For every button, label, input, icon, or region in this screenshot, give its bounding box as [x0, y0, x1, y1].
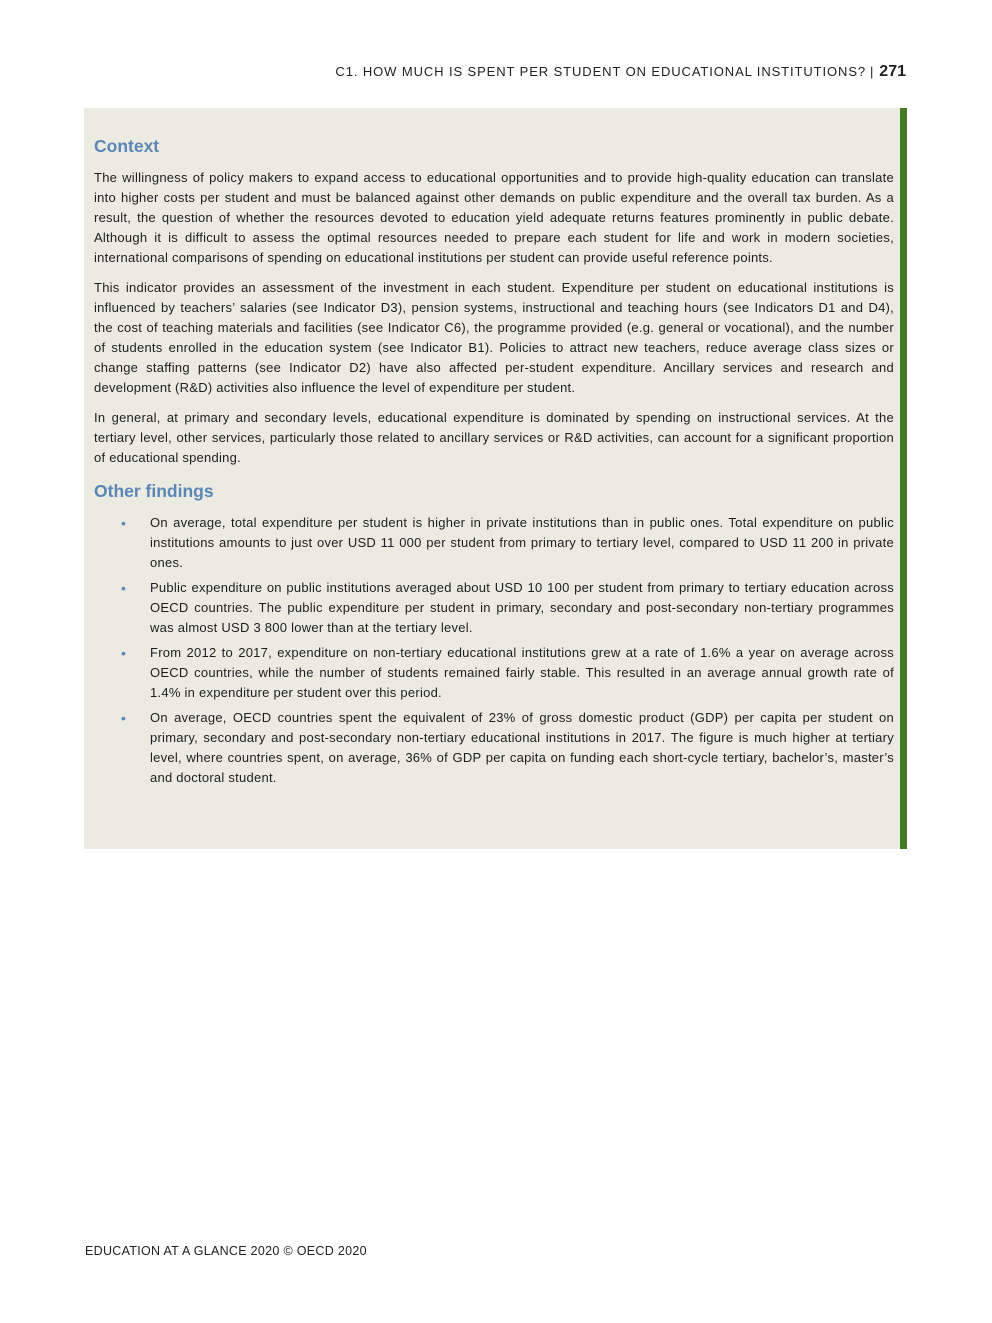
finding-text: Public expenditure on public institutions averaged about USD 10 100 per student from primary to tertiary education across OECD countries. The public expenditure per student in primary, secondary and post-secondary non-tertiary programmes was almost USD 3 800 lower than at the tertiary level.	[150, 580, 894, 635]
page-number: 271	[879, 63, 906, 80]
bullet-icon: •	[121, 710, 127, 726]
finding-item	[94, 578, 894, 638]
bullet-icon: •	[121, 645, 127, 661]
bullet-icon: •	[121, 580, 127, 596]
header-title: C1. HOW MUCH IS SPENT PER STUDENT ON EDUCATIONAL INSTITUTIONS?	[335, 64, 867, 79]
context-paragraph-3: In general, at primary and secondary levels, educational expenditure is dominated by spending on instructional services. At the tertiary level, other services, particularly those related to ancillary services or R&D activities, can account for a significant proportion of educational spending.	[94, 410, 894, 465]
findings-list	[94, 513, 894, 788]
finding-text: On average, total expenditure per student is higher in private institutions than in public ones. Total expenditure on public institutions amounts to just over USD 11 000 per student from primary to tertiary level, compared to USD 11 200 in private ones.	[150, 515, 894, 570]
header-separator: |	[870, 64, 875, 79]
context-heading: Context	[94, 136, 160, 156]
other-findings-heading: Other findings	[94, 481, 214, 501]
finding-text: From 2012 to 2017, expenditure on non-tertiary educational institutions grew at a rate of 1.6% a year on average across OECD countries, while the number of students remained fairly stable. This resulted in an average annual growth rate of 1.4% in expenditure per student over this period.	[150, 645, 894, 700]
context-box	[84, 108, 907, 849]
page-footer: EDUCATION AT A GLANCE 2020 © OECD 2020	[85, 1244, 367, 1258]
finding-item	[94, 708, 894, 788]
running-header	[335, 63, 906, 81]
finding-text: On average, OECD countries spent the equivalent of 23% of gross domestic product (GDP) per capita per student on primary, secondary and post-secondary non-tertiary educational institutions in 2017. The figure is much higher at tertiary level, where countries spent, on average, 36% of GDP per capita on funding each short-cycle tertiary, bachelor’s, master’s and doctoral student.	[150, 710, 894, 785]
context-paragraph-1: The willingness of policy makers to expand access to educational opportunities and to provide high-quality education can translate into higher costs per student and must be balanced against other demands on public expenditure and the overall tax burden. As a result, the question of whether the resources devoted to education yield adequate returns features prominently in public debate. Although it is difficult to assess the optimal resources needed to prepare each student for life and work in modern societies, international comparisons of spending on educational institutions per student can provide useful reference points.	[94, 170, 894, 265]
context-paragraph-2: This indicator provides an assessment of the investment in each student. Expenditure per student on educational institutions is influenced by teachers’ salaries (see Indicator D3), pension systems, instructional and teaching hours (see Indicators D1 and D4), the cost of teaching materials and facilities (see Indicator C6), the programme provided (e.g. general or vocational), and the number of students enrolled in the education system (see Indicator B1). Policies to attract new teachers, reduce average class sizes or change staffing patterns (see Indicator D2) have also affected per-student expenditure. Ancillary services and research and development (R&D) activities also influence the level of expenditure per student.	[94, 280, 894, 395]
finding-item	[94, 643, 894, 703]
finding-item	[94, 513, 894, 573]
bullet-icon: •	[121, 515, 127, 531]
